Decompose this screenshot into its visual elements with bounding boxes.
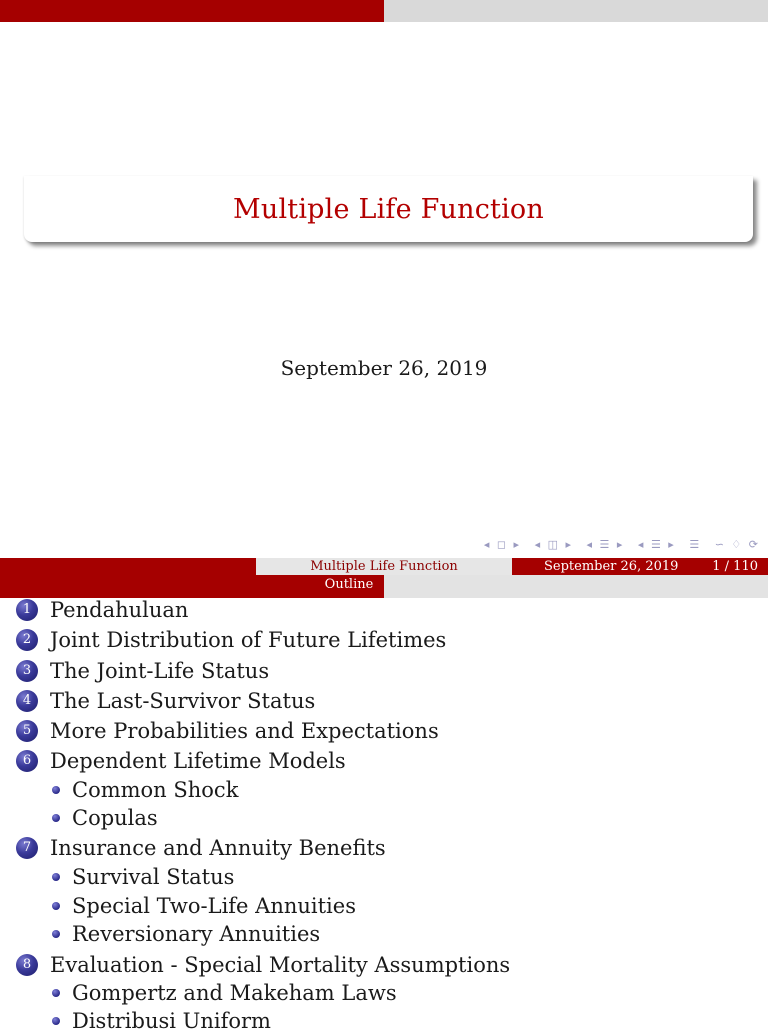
bullet-icon (52, 989, 60, 997)
subsection-item[interactable] (52, 980, 397, 1006)
section-number-badge: 7 (16, 837, 38, 859)
subsection-label: Gompertz and Makeham Laws (72, 981, 397, 1005)
nav-document-icon[interactable]: ◂ ☰ ▸ (637, 538, 676, 551)
bullet-icon (52, 814, 60, 822)
footer-page-number: 1 / 110 (712, 559, 758, 574)
slide-footer (0, 558, 768, 575)
footer-right (512, 558, 768, 575)
nav-subsection-icon[interactable]: ◂ ◫ ▸ (534, 538, 574, 551)
section-number-badge: 3 (16, 660, 38, 682)
section-item[interactable] (16, 596, 188, 624)
section-number-badge: 5 (16, 720, 38, 742)
subsection-label: Common Shock (72, 778, 239, 802)
section-label: Pendahuluan (50, 598, 189, 622)
subsection-label: Reversionary Annuities (72, 922, 321, 946)
section-item[interactable] (16, 626, 446, 654)
section-item[interactable] (16, 951, 510, 979)
section-number-badge: 1 (16, 599, 38, 621)
section-number-badge: 4 (16, 690, 38, 712)
nav-search-icon[interactable]: ∽ ♢ ⟳ (714, 538, 760, 551)
top-bar-right (384, 0, 768, 22)
subsection-item[interactable] (52, 921, 320, 947)
subsection-item[interactable] (52, 893, 356, 919)
subsection-item[interactable] (52, 1008, 271, 1034)
section-label: Dependent Lifetime Models (50, 749, 346, 773)
section-label: Evaluation - Special Mortality Assumptions (50, 953, 511, 977)
section-item[interactable] (16, 657, 269, 685)
subsection-label: Copulas (72, 806, 158, 830)
beamer-navigation[interactable] (476, 538, 760, 551)
outline-header-bar (0, 575, 768, 598)
section-number-badge: 2 (16, 629, 38, 651)
nav-frame-icon[interactable]: ◂ ◻ ▸ (483, 538, 522, 551)
footer-left (0, 558, 256, 575)
footer-date: September 26, 2019 (544, 559, 679, 574)
section-label: The Last-Survivor Status (50, 689, 316, 713)
section-number-badge: 6 (16, 750, 38, 772)
subsection-item[interactable] (52, 805, 158, 831)
section-label: Insurance and Annuity Benefits (50, 836, 386, 860)
subsection-label: Survival Status (72, 865, 235, 889)
bullet-icon (52, 930, 60, 938)
nav-appendix-icon[interactable]: ☰ (689, 538, 702, 551)
section-label: The Joint-Life Status (50, 659, 270, 683)
outline-header-text: Outline (324, 577, 374, 592)
bullet-icon (52, 786, 60, 794)
subsection-item[interactable] (52, 777, 238, 803)
subsection-item[interactable] (52, 864, 234, 890)
slide-date: September 26, 2019 (280, 356, 488, 380)
subsection-label: Special Two-Life Annuities (72, 894, 356, 918)
section-item[interactable] (16, 834, 386, 862)
bullet-icon (52, 902, 60, 910)
section-label: More Probabilities and Expectations (50, 719, 439, 743)
bullet-icon (52, 873, 60, 881)
footer-title: Multiple Life Function (256, 558, 512, 575)
section-item[interactable] (16, 687, 315, 715)
top-bar (0, 0, 768, 22)
slide-title: Multiple Life Function (233, 193, 544, 225)
section-number-badge: 8 (16, 954, 38, 976)
section-label: Joint Distribution of Future Lifetimes (50, 628, 447, 652)
title-box (24, 176, 753, 242)
section-item[interactable] (16, 717, 439, 745)
nav-section-icon[interactable]: ◂ ☰ ▸ (586, 538, 625, 551)
subsection-label: Distribusi Uniform (72, 1009, 271, 1033)
header-bar-right (384, 575, 768, 598)
section-item[interactable] (16, 747, 346, 775)
top-bar-left (0, 0, 384, 22)
outline-header (0, 575, 384, 595)
